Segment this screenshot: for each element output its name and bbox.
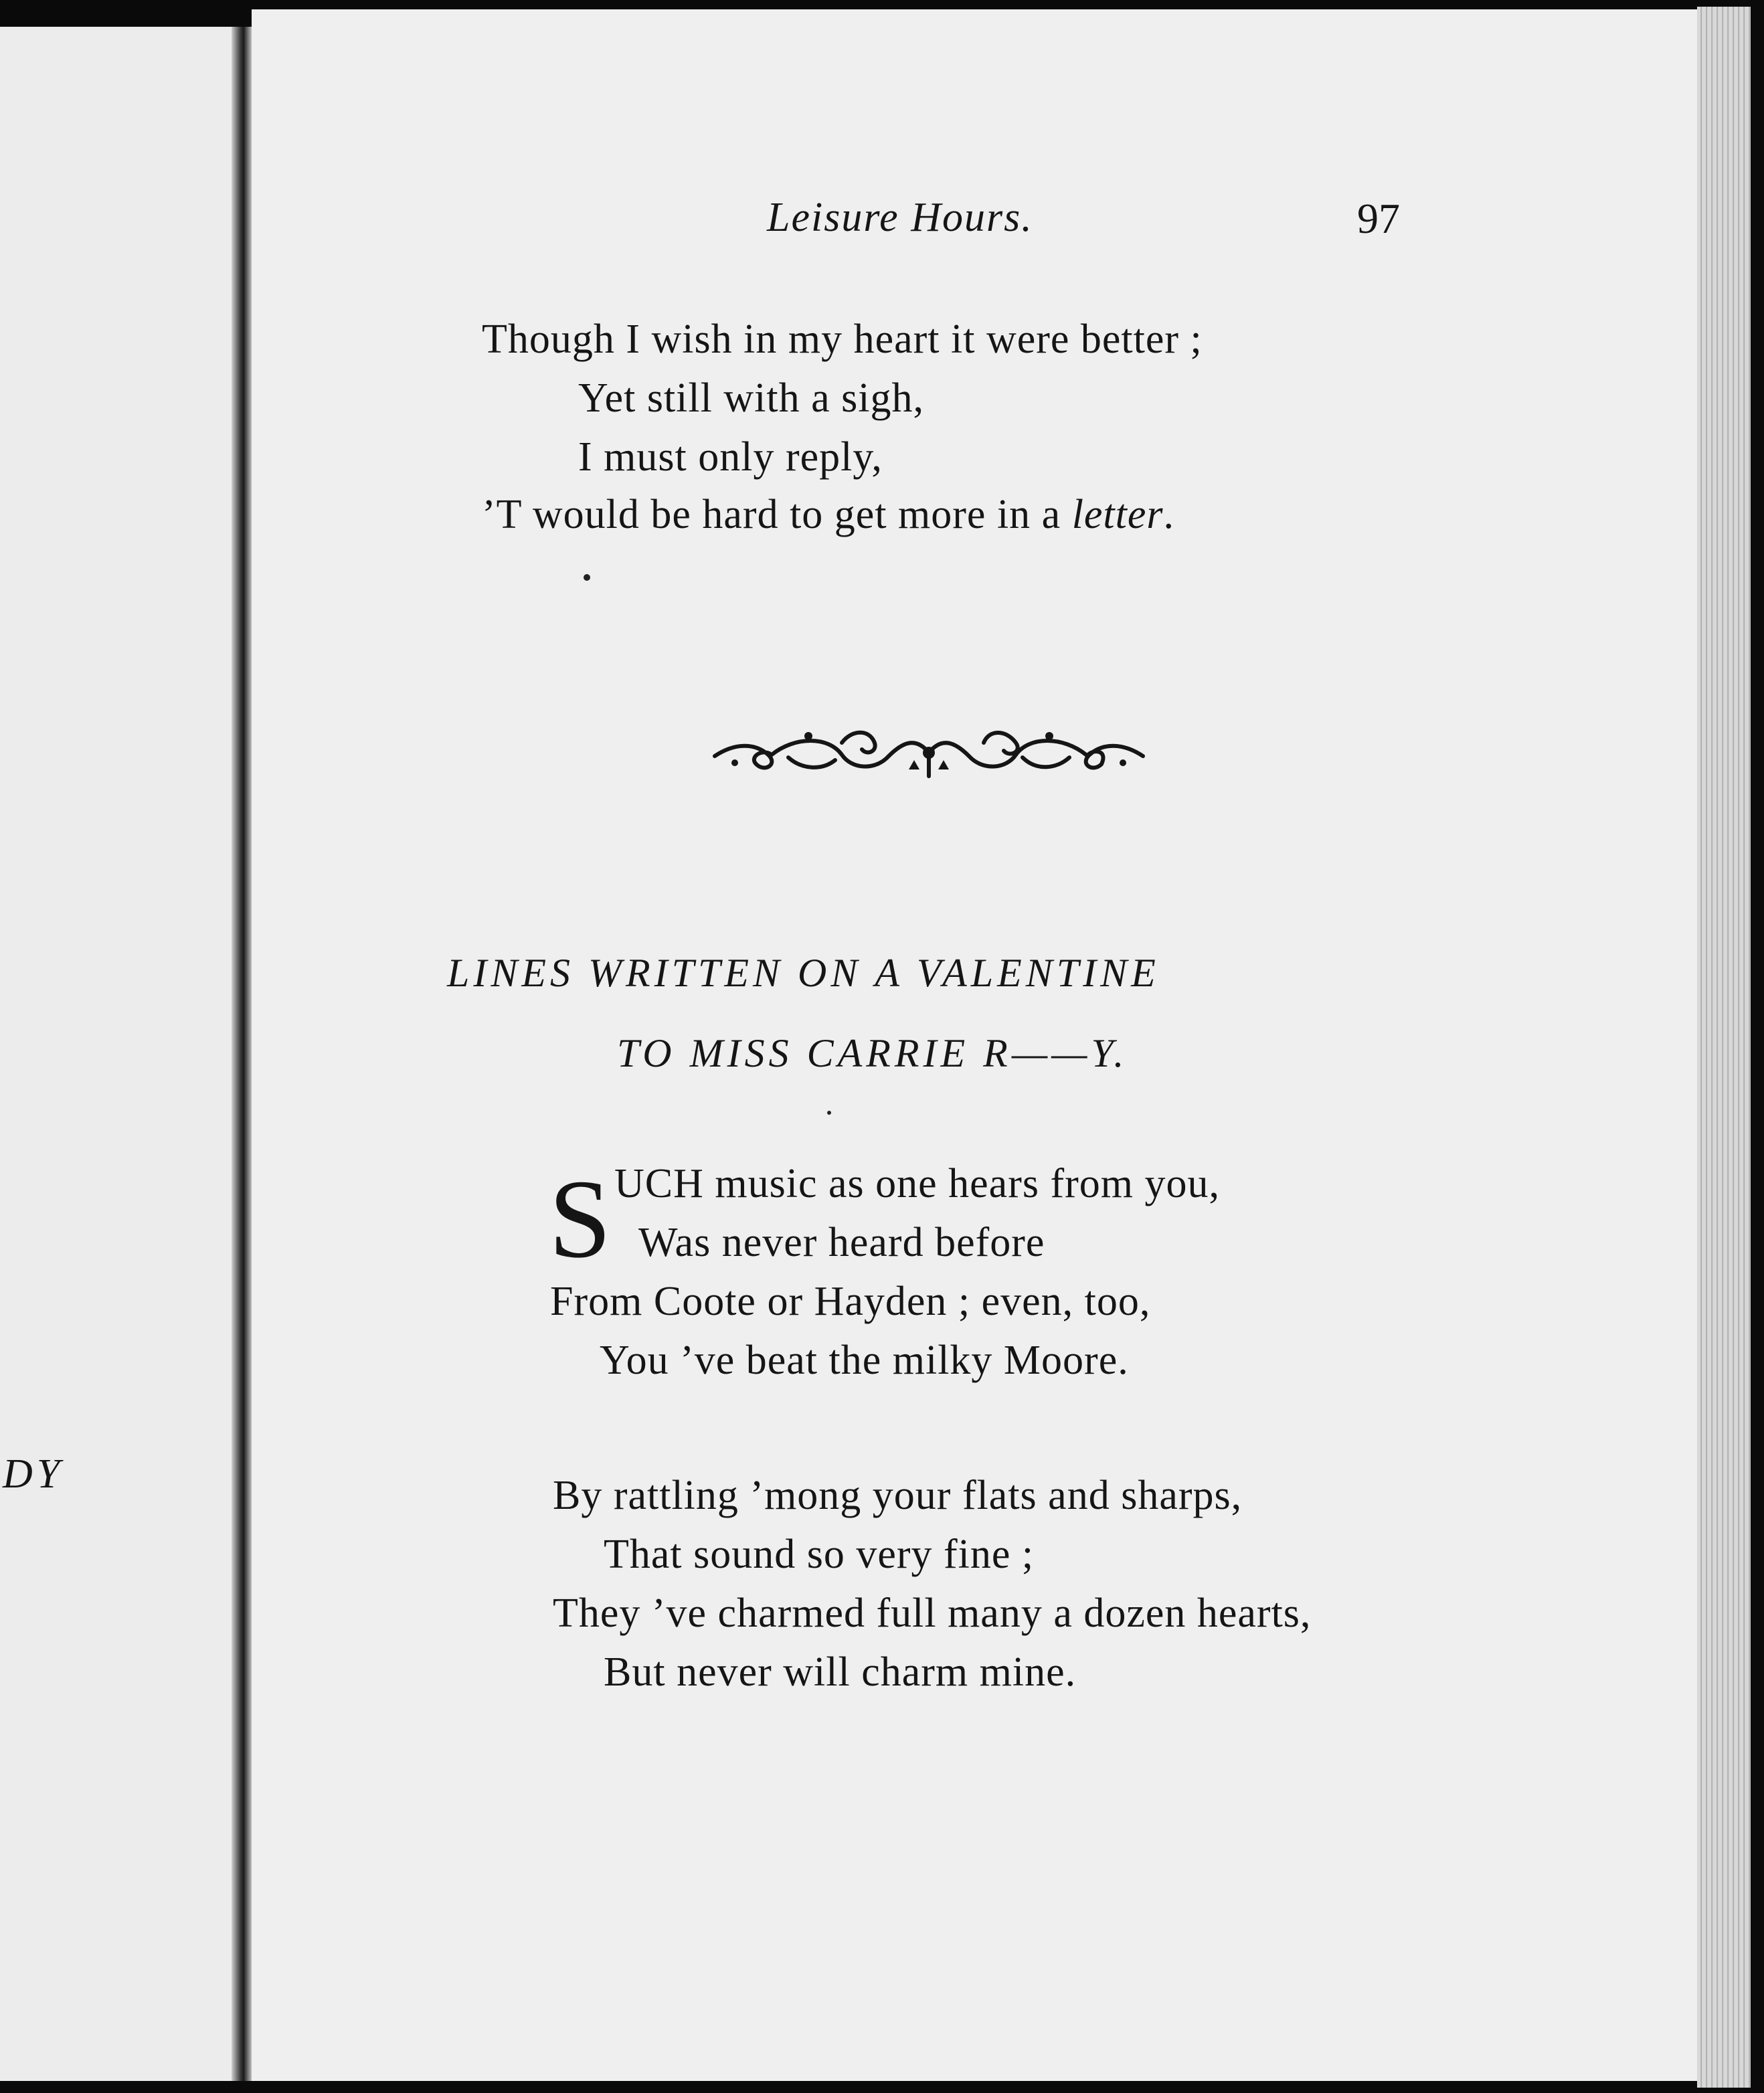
poem-title-line-1: LINES WRITTEN ON A VALENTINE	[447, 951, 1160, 995]
scroll-flourish-ornament-icon	[708, 716, 1150, 790]
top-poem-line-4-italic: letter	[1071, 492, 1164, 537]
top-poem-line-4-end: .	[1163, 492, 1175, 537]
top-poem-line-4	[482, 491, 1174, 539]
left-page-edge-text: DY	[3, 1451, 64, 1497]
stanza-1-line-4: You ’ve beat the milky Moore.	[600, 1338, 1129, 1383]
book-gutter	[232, 27, 252, 2081]
stanza-2-line-2: That sound so very fine ;	[604, 1532, 1035, 1577]
top-poem-line-1: Though I wish in my heart it were better ;	[482, 316, 1203, 362]
poem-title-line-2: TO MISS CARRIE R——Y.	[617, 1031, 1128, 1075]
top-poem-line-3: I must only reply,	[578, 434, 883, 480]
top-poem-line-4-start: ’T would be hard to get more in a	[482, 492, 1072, 537]
running-head: Leisure Hours.	[767, 195, 1033, 240]
left-page	[0, 27, 241, 2081]
stanza-1-line-2: Was never heard before	[638, 1220, 1045, 1265]
scan-border	[1751, 0, 1764, 2093]
page-fore-edge	[1697, 7, 1751, 2088]
stray-dot	[827, 1111, 831, 1115]
stanza-2-line-4: But never will charm mine.	[604, 1649, 1077, 1695]
stanza-2-line-3: They ’ve charmed full many a dozen hearts,	[553, 1590, 1312, 1636]
stanza-1-line-1: UCH music as one hears from you,	[614, 1161, 1220, 1206]
stray-dot	[584, 574, 590, 581]
page-number: 97	[1357, 195, 1400, 242]
top-poem-line-2: Yet still with a sigh,	[578, 375, 924, 421]
drop-cap: S	[549, 1157, 612, 1281]
stanza-1-line-3: From Coote or Hayden ; even, too,	[550, 1279, 1151, 1324]
stanza-2-line-1: By rattling ’mong your flats and sharps,	[553, 1473, 1243, 1518]
